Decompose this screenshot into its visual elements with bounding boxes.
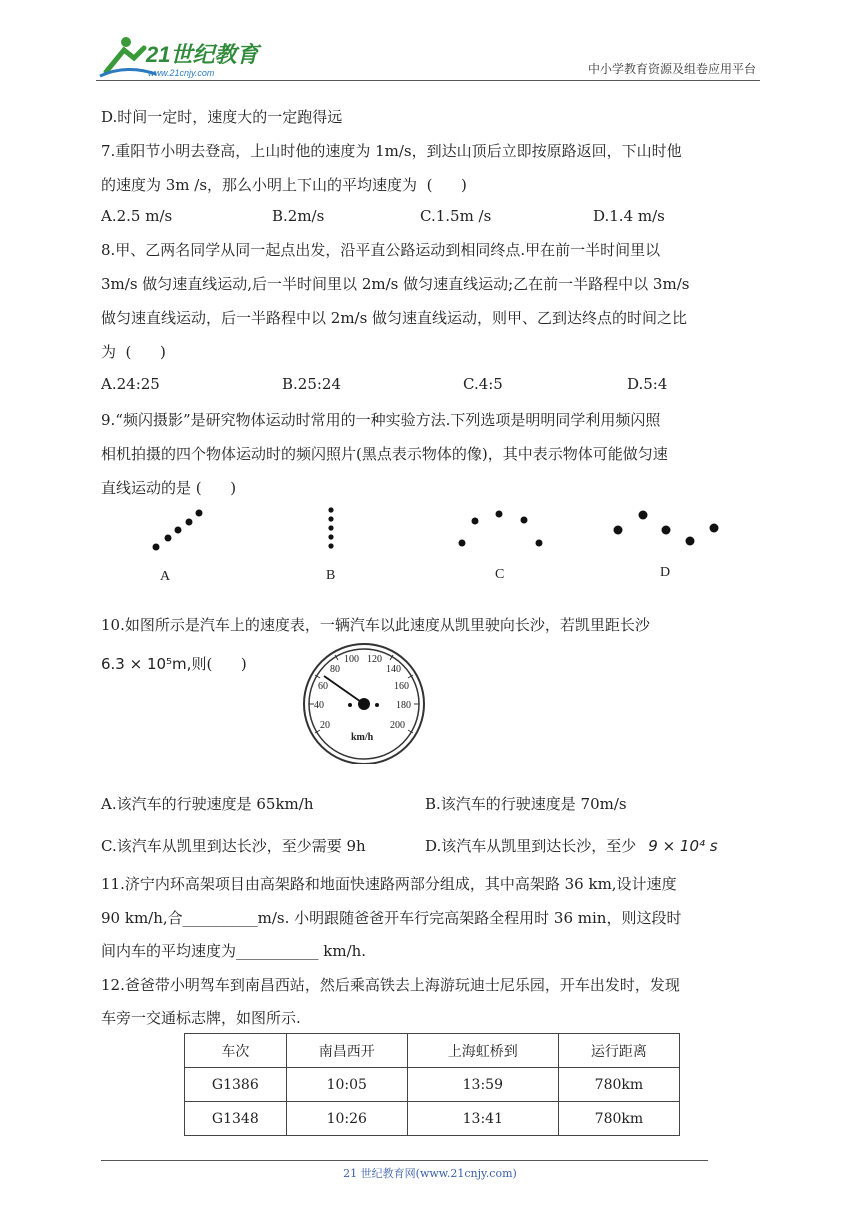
speedometer-tick-140: 140: [386, 664, 401, 675]
q10-line-2-tail: 则( ): [191, 655, 247, 673]
speedometer-figure: [300, 642, 440, 764]
q8-option-a: A.24:25: [101, 375, 160, 393]
table-cell: G1348: [185, 1102, 287, 1136]
speedometer-tick-100: 100: [344, 654, 359, 665]
strobe-photos-figure: [140, 500, 740, 590]
q8-line-1: 8.甲、乙两名同学从同一起点出发，沿平直公路运动到相同终点.甲在前一半时间里以: [101, 241, 661, 259]
platform-name: 中小学教育资源及组卷应用平台: [587, 62, 756, 76]
q8-line-2: 3m/s 做匀速直线运动,后一半时间里以 2m/s 做匀速直线运动;乙在前一半路程中以 3m/s: [101, 275, 690, 293]
q10-option-d-text: D.该汽车从凯里到达长沙，至少: [425, 837, 637, 855]
table-cell: 10:05: [286, 1068, 407, 1102]
q7-line-1: 7.重阳节小明去登高，上山时他的速度为 1m/s，到达山顶后立即按原路返回，下山时他: [101, 142, 682, 160]
q12-line-1: 12.爸爸带小明驾车到南昌西站，然后乘高铁去上海游玩迪士尼乐园，开车出发时，发现: [101, 976, 680, 994]
speedometer-tick-40: 40: [314, 700, 324, 711]
table-cell: 780km: [558, 1068, 679, 1102]
q7-option-b: B.2m/s: [272, 207, 325, 225]
header-divider: [96, 80, 760, 81]
speedometer-tick-200: 200: [390, 720, 405, 731]
strobe-photo-d: [614, 511, 719, 546]
q8-option-b: B.25:24: [282, 375, 342, 393]
table-header-cell: 运行距离: [558, 1034, 679, 1068]
speedometer-tick-20: 20: [320, 720, 330, 731]
q8-option-d: D.5:4: [627, 375, 668, 393]
table-header-cell: 车次: [185, 1034, 287, 1068]
speedometer-hub: [358, 698, 370, 710]
strobe-label-d: D: [660, 565, 671, 580]
footer-link[interactable]: 21 世纪教育网(www.21cnjy.com): [343, 1167, 517, 1180]
train-schedule-table: [184, 1033, 680, 1136]
q10-line-2: [101, 653, 247, 674]
table-header-row: [185, 1034, 680, 1068]
strobe-photo-b: [328, 507, 333, 548]
table-row: [185, 1068, 680, 1102]
table-cell: 13:41: [407, 1102, 558, 1136]
q7-option-d: D.1.4 m/s: [593, 207, 665, 225]
q8-line-4: 为 ( ): [101, 343, 166, 361]
q10-line-1: 10.如图所示是汽车上的速度表，一辆汽车以此速度从凯里驶向长沙，若凯里距长沙: [101, 616, 650, 634]
strobe-photo-c: [459, 511, 543, 547]
table-cell: G1386: [185, 1068, 287, 1102]
strobe-label-c: C: [495, 567, 505, 582]
speedometer-tick-120: 120: [367, 654, 382, 665]
logo-url: www.21cnjy.com: [148, 68, 215, 78]
table-header-cell: 南昌西开: [286, 1034, 407, 1068]
speedometer-tick-160: 160: [394, 681, 409, 692]
q10-distance: 6.3 × 10⁵m,: [101, 655, 192, 673]
site-logo: [96, 34, 266, 80]
q7-line-2: 的速度为 3m /s，那么小明上下山的平均速度为 ( ): [101, 176, 467, 194]
footer-divider: [101, 1160, 708, 1161]
speedometer-tick-180: 180: [396, 700, 411, 711]
q10-option-a: A.该汽车的行驶速度是 65km/h: [101, 795, 314, 813]
q11-line-3: 间内车的平均速度为___________ km/h.: [101, 942, 367, 960]
q6-option-d: D.时间一定时，速度大的一定跑得远: [101, 108, 343, 126]
q10-option-d: [425, 835, 718, 856]
speedometer-tick-80: 80: [330, 664, 340, 675]
q10-option-d-value: 9 × 10⁴ s: [648, 837, 718, 855]
table-row: [185, 1102, 680, 1136]
q8-option-c: C.4:5: [463, 375, 503, 393]
table-cell: 10:26: [286, 1102, 407, 1136]
table-cell: 13:59: [407, 1068, 558, 1102]
logo-text: 21世纪教育: [146, 42, 259, 67]
speedometer-tick-60: 60: [318, 681, 328, 692]
q9-line-2: 相机拍摄的四个物体运动时的频闪照片(黑点表示物体的像)，其中表示物体可能做匀速: [101, 445, 668, 463]
strobe-label-a: A: [160, 569, 171, 584]
table-header-cell: 上海虹桥到: [407, 1034, 558, 1068]
q12-line-2: 车旁一交通标志牌，如图所示.: [101, 1009, 301, 1027]
q9-line-1: 9.“频闪摄影”是研究物体运动时常用的一种实验方法.下列选项是明明同学利用频闪照: [101, 411, 661, 429]
q7-option-c: C.1.5m /s: [420, 207, 492, 225]
speedometer-unit: km/h: [351, 732, 374, 743]
q7-option-a: A.2.5 m/s: [101, 207, 173, 225]
q9-line-3: 直线运动的是 ( ): [101, 479, 237, 497]
strobe-photo-a: [153, 510, 203, 551]
strobe-label-b: B: [326, 568, 336, 583]
table-cell: 780km: [558, 1102, 679, 1136]
q8-line-3: 做匀速直线运动，后一半路程中以 2m/s 做匀速直线运动，则甲、乙到达终点的时间之比: [101, 309, 688, 327]
q10-option-b: B.该汽车的行驶速度是 70m/s: [425, 795, 627, 813]
q11-line-1: 11.济宁内环高架项目由高架路和地面快速路两部分组成，其中高架路 36 km,设计速度: [101, 875, 677, 893]
q10-option-c: C.该汽车从凯里到达长沙，至少需要 9h: [101, 837, 366, 855]
q11-line-2: 90 km/h,合__________m/s. 小明跟随爸爸开车行完高架路全程用时 36 min，则这段时: [101, 909, 682, 927]
